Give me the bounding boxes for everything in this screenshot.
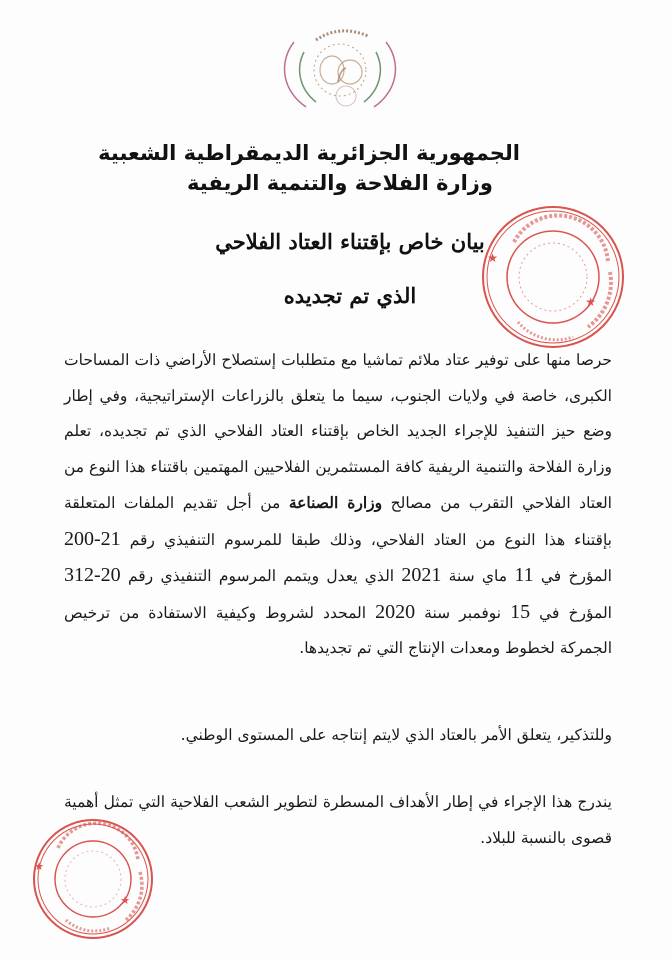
official-seal-icon <box>30 816 156 942</box>
country-name: الجمهورية الجزائرية الديمقراطية الشعبية <box>98 141 520 165</box>
ministry-name: وزارة الفلاحة والتنمية الريفية <box>187 171 493 195</box>
highlighted-ministry: وزارة الصناعة <box>288 493 383 512</box>
letterhead <box>98 138 520 198</box>
decree-number: 21-200 <box>64 527 121 550</box>
official-seal-icon <box>478 202 628 352</box>
svg-text:★: ★ <box>487 251 498 265</box>
decree-number: 20-312 <box>64 564 121 586</box>
ministry-emblem-icon <box>276 12 404 117</box>
title-line-2: الذي تم تجديده <box>283 283 417 308</box>
svg-text:★: ★ <box>120 894 130 907</box>
paragraph-reminder: وللتذكير، يتعلق الأمر بالعتاد الذي لايتم إنتاجه على المستوى الوطني. <box>180 726 612 744</box>
svg-text:★: ★ <box>34 860 44 873</box>
document-title <box>200 228 500 310</box>
title-line-1: بيان خاص بإقتناء العتاد الفلاحي <box>215 229 485 254</box>
svg-text:★: ★ <box>585 295 596 309</box>
paragraph-conclusion: يندرج هذا الإجراء في إطار الأهداف المسطرة لتطوير الشعب الفلاحية التي تمثل أهمية قصوى بالنسبة للبلاد. <box>64 793 612 847</box>
paragraph-main: حرصا منها على توفير عتاد ملائم تماشيا مع متطلبات إستصلاح الأراضي ذات المساحات الكبرى، خاصة في ولايات الجنوب، سيما ما يتعلق بالزراعات الإستراتيجية، وفي إطار وضع حيز التنفيذ للإجراء الجديد الخاص بإقتناء العتاد الفلاحي الذي تم تجديده، تعلم وزارة الفلاحة والتنمية الريفية كافة المستثمرين الفلاحيين المهتمين باقتناء هذا النوع من العتاد الفلاحي التقرب من مصالح وزارة الصناعة من أجل تقديم الملفات المتعلقة بإقتناء هذا النوع من العتاد الفلاحي، وذلك طبقا للمرسوم التنفيذي رقم 21-200 المؤرخ في 11 ماي سنة 2021 الذي يعدل ويتمم المرسوم التنفيذي رقم 20-312 المؤرخ في 15 نوفمبر سنة 2020 المحدد لشروط وكيفية الاستفادة من ترخيص الجمركة لخطوط ومعدات الإنتاج التي تم تجديدها. <box>64 351 612 657</box>
